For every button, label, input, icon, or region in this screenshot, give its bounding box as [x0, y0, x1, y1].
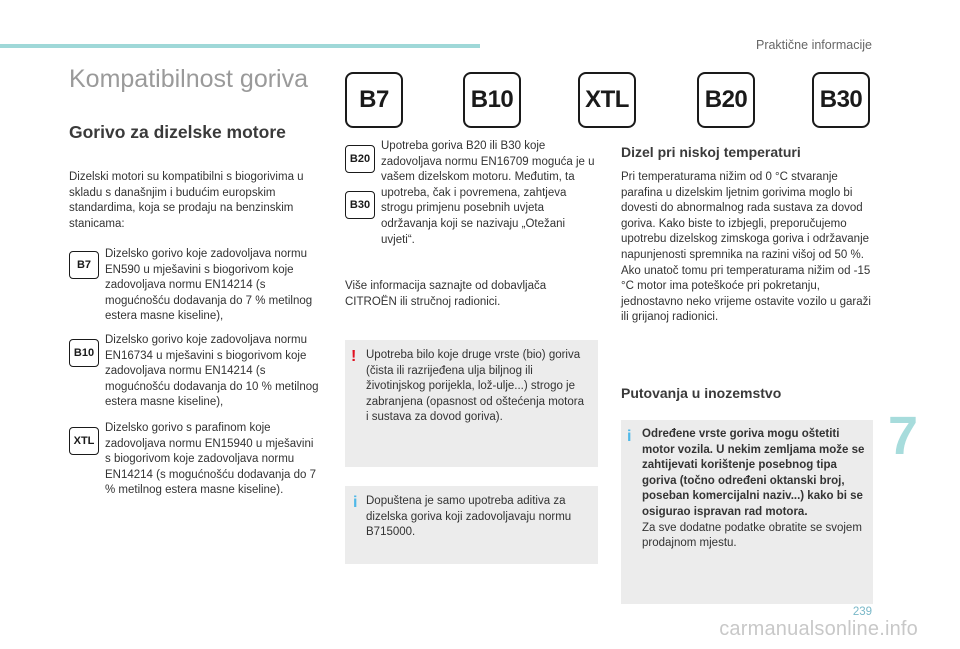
low-temperature-text: [621, 170, 875, 326]
b10-description: Dizelsko gorivo koje zadovoljava normu EN16734 u mješavini s biogorivom koje zadovoljava normu EN14214 (s mogućnošću dodavanja do 10 % metilnog estera masne kiseline),: [105, 334, 319, 409]
page-number: 239: [852, 606, 872, 618]
info-box-additives: [345, 486, 598, 564]
low-temperature-paragraph-1: Pri temperaturama nižim od 0 °C stvaranje parafina u dizelskim ljetnim gorivima moglo bi dovesti do abnormalnog rada sustava za dovod goriva. Kako biste to izbjegli, preporučujemo upotrebu dizelskog zimskoga goriva i održavanje napunjenosti spremnika na razini višoj od 50 %.: [621, 171, 870, 261]
chapter-number: 7: [887, 406, 918, 466]
fuel-badge-b7: B7: [345, 72, 403, 128]
additives-text: Dopuštena je samo upotreba aditiva za dizelska goriva koji zadovoljavaju normu B715000.: [366, 495, 572, 539]
warning-icon: !: [351, 348, 357, 365]
section-heading-travel-abroad: Putovanja u inozemstvo: [621, 385, 782, 401]
fuel-badge-small-b30: B30: [345, 191, 375, 219]
section-heading-low-temperature: Dizel pri niskoj temperaturi: [621, 144, 801, 160]
watermark: carmanualsonline.info: [719, 618, 918, 640]
fuel-badge-small-b20: B20: [345, 145, 375, 173]
info-box-travel: [621, 420, 873, 604]
more-info-text: Više informacija saznajte od dobavljača CITROËN ili stručnoj radionici.: [345, 280, 547, 308]
warning-text: Upotreba bilo koje druge vrste (bio) goriva (čista ili razrijeđena ulja biljnog ili životinjskog porijekla, lož-ulje...) strogo je zabranjena (opasnost od oštećenja motora i sustava za dovod goriva).: [366, 349, 585, 424]
fuel-badge-b10: B10: [463, 72, 521, 128]
fuel-badge-b20: B20: [697, 72, 755, 128]
fuel-badge-small-b7: B7: [69, 251, 99, 279]
travel-info-normal: Za sve dodatne podatke obratite se svojem prodajnom mjestu.: [642, 521, 862, 550]
travel-info-bold: Određene vrste goriva mogu oštetiti motor vozila. U nekim zemljama može se zahtijevati korištenje posebnog tipa goriva (točno određeni oktanski broj, poseban komercijalni naziv...) kako bi se osigurao ispravan rad motora.: [642, 428, 865, 518]
warning-box: [345, 340, 598, 467]
section-heading-diesel: Gorivo za dizelske motore: [69, 122, 286, 142]
info-icon: i: [353, 494, 358, 511]
header-accent-bar: [0, 44, 480, 48]
fuel-badge-small-xtl: XTL: [69, 427, 99, 455]
fuel-badge-xtl: XTL: [578, 72, 636, 128]
xtl-description: Dizelsko gorivo s parafinom koje zadovoljava normu EN15940 u mješavini s biogorivom koje zadovoljava normu EN14214 (s mogućnošću dodavanja do 7 % metilnog estera masne kiseline).: [105, 422, 316, 497]
low-temperature-paragraph-2: Ako unatoč tomu pri temperaturama nižim od -15 °C motor ima poteškoće pri pokretanju, jednostavno neko vrijeme ostavite vozilo u garaži ili grijanoj radionici.: [621, 264, 871, 324]
fuel-badge-small-b10: B10: [69, 339, 99, 367]
fuel-badge-b30: B30: [812, 72, 870, 128]
info-icon: i: [627, 428, 632, 445]
travel-info-text: [642, 427, 868, 552]
b20-b30-description: Upotreba goriva B20 ili B30 koje zadovoljava normu EN16709 moguća je u vašem dizelskom motoru. Međutim, ta upotreba, čak i povremena, zahtjeva strogu primjenu posebnih uvjeta održavanja koji se nazivaju „Otežani uvjeti“.: [381, 140, 595, 246]
diesel-intro: Dizelski motori su kompatibilni s biogorivima u skladu s današnjim i budućim europskim standardima, koja se prodaju na benzinskim stanicama:: [69, 171, 304, 230]
page-title: Kompatibilnost goriva: [69, 65, 309, 93]
b7-description: Dizelsko gorivo koje zadovoljava normu EN590 u mješavini s biogorivom koje zadovoljava normu EN14214 (s mogućnošću dodavanja do 7 % metilnog estera masne kiseline),: [105, 248, 313, 323]
section-title: Praktične informacije: [755, 38, 872, 52]
